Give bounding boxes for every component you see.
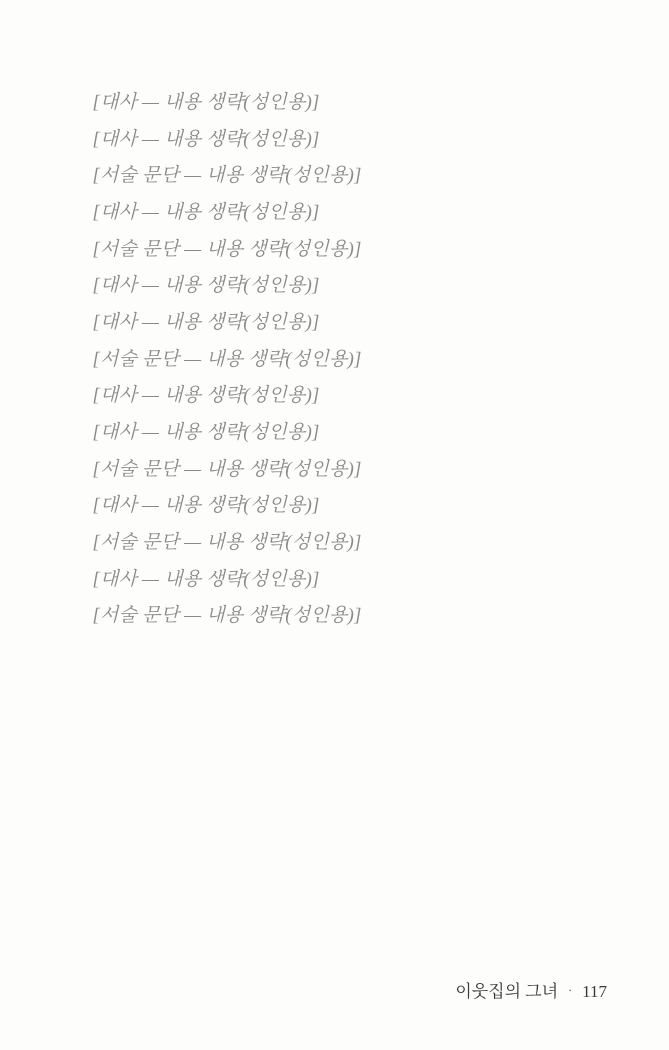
- redacted-paragraph: [대사 — 내용 생략(성인용)]: [92, 92, 320, 113]
- footer-book-title: 이웃집의 그녀: [455, 982, 559, 1001]
- redacted-paragraph: [서술 문단 — 내용 생략(성인용)]: [92, 605, 362, 627]
- redacted-paragraph: [대사 — 내용 생략(성인용)]: [92, 201, 320, 223]
- redacted-paragraph: [서술 문단 — 내용 생략(성인용)]: [92, 458, 362, 480]
- redacted-paragraph: [대사 — 내용 생략(성인용)]: [92, 311, 320, 333]
- redacted-paragraph: [대사 — 내용 생략(성인용)]: [92, 421, 320, 443]
- page-footer: [455, 977, 607, 1002]
- redacted-paragraph: [서술 문단 — 내용 생략(성인용)]: [92, 165, 362, 187]
- redacted-paragraph: [대사 — 내용 생략(성인용)]: [92, 275, 320, 297]
- redacted-paragraph: [서술 문단 — 내용 생략(성인용)]: [92, 531, 362, 553]
- redacted-paragraph: [대사 — 내용 생략(성인용)]: [92, 495, 320, 517]
- redacted-paragraph: [대사 — 내용 생략(성인용)]: [92, 128, 320, 150]
- redacted-paragraph: [대사 — 내용 생략(성인용)]: [92, 568, 320, 590]
- footer-separator: ·: [568, 983, 573, 997]
- redacted-paragraph: [대사 — 내용 생략(성인용)]: [92, 385, 320, 407]
- footer-page-number: 117: [582, 982, 607, 1001]
- body-text-block: [62, 85, 609, 635]
- redacted-paragraph: [서술 문단 — 내용 생략(성인용)]: [92, 238, 362, 260]
- redacted-paragraph: [서술 문단 — 내용 생략(성인용)]: [92, 348, 362, 370]
